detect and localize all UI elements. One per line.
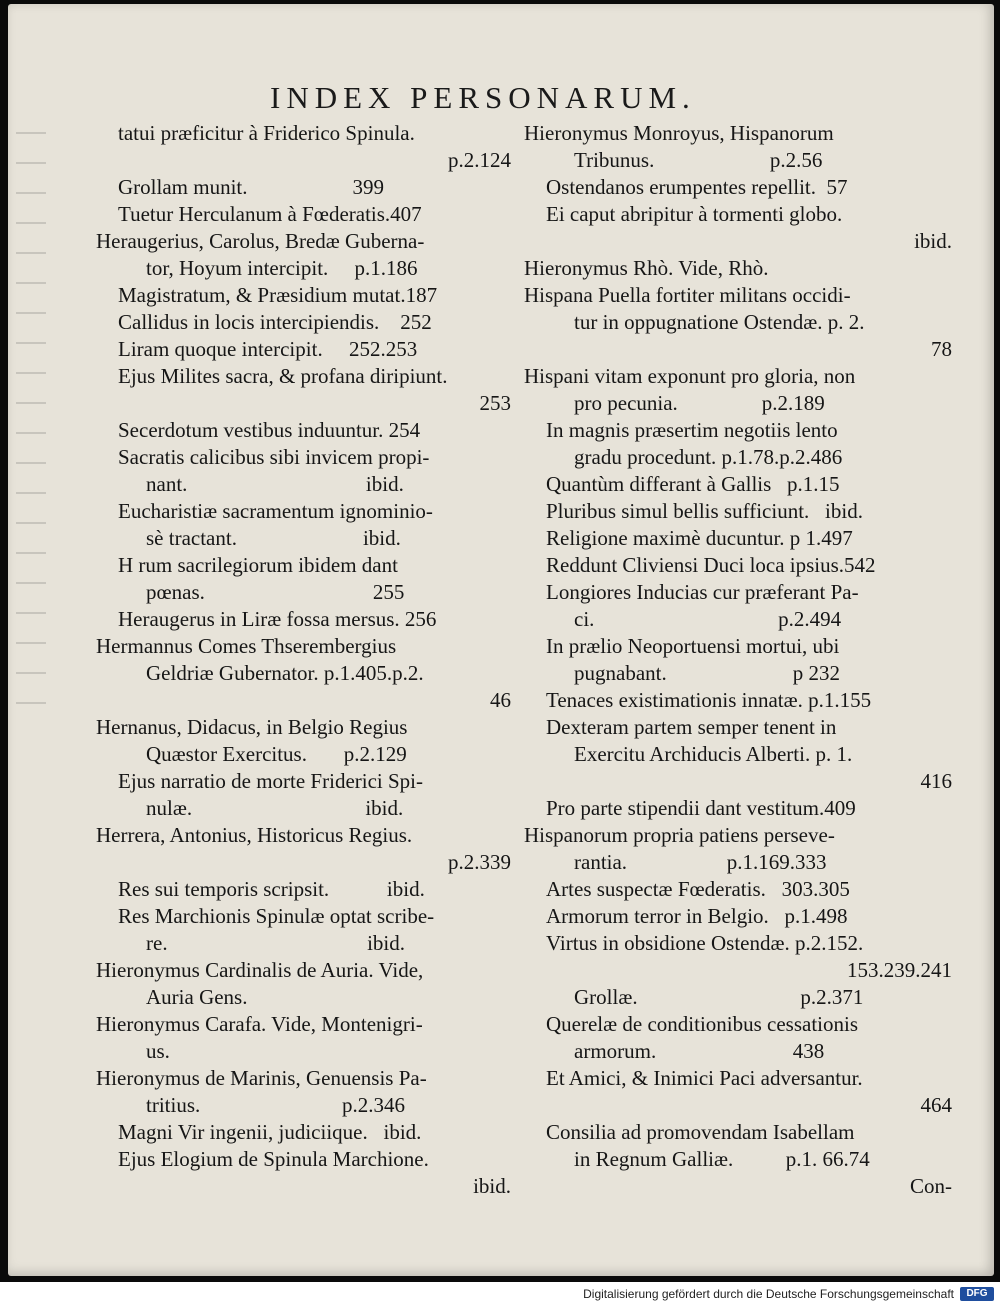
index-entry-line: Hispana Puella fortiter militans occidi-: [524, 283, 851, 307]
index-entry-line: 153.239.241: [847, 958, 952, 982]
index-entry-line: Longiores Inducias cur præferant Pa-: [546, 580, 859, 604]
index-entry-line: Querelæ de conditionibus cessationis: [546, 1012, 859, 1036]
index-entry-line: Exercitu Archiducis Alberti. p. 1.: [574, 742, 853, 766]
index-entry-line: Liram quoque intercipit. 252.253: [118, 337, 418, 361]
index-entry-line: Hermannus Comes Thserembergius: [96, 634, 397, 658]
index-entry-line: Sacratis calicibus sibi invicem propi-: [118, 445, 430, 469]
index-entry-line: Reddunt Cliviensi Duci loca ipsius.542: [546, 553, 876, 577]
index-entry-line: Magistratum, & Præsidium mutat.187: [118, 283, 438, 307]
footer-credit: Digitalisierung gefördert durch die Deutsche Forschungsgemeinschaft: [583, 1287, 954, 1301]
index-entry-line: Con-: [910, 1174, 952, 1198]
index-entry-line: Ostendanos erumpentes repellit. 57: [546, 175, 848, 199]
index-entry-line: Res sui temporis scripsit. ibid.: [118, 877, 425, 901]
index-entry-line: pœnas. 255: [146, 580, 405, 604]
index-entry-line: In prælio Neoportuensi mortui, ubi: [546, 634, 840, 658]
index-entry-line: Hernanus, Didacus, in Belgio Regius: [96, 715, 408, 739]
page-title: INDEX PERSONARUM.: [270, 80, 696, 115]
index-entry-line: pro pecunia. p.2.189: [574, 391, 825, 415]
index-entry-line: Magni Vir ingenii, judiciique. ibid.: [118, 1120, 422, 1144]
index-entry-line: 464: [920, 1093, 952, 1117]
index-entry-line: Religione maximè ducuntur. p 1.497: [546, 526, 853, 550]
index-entry-line: tur in oppugnatione Ostendæ. p. 2.: [574, 310, 865, 334]
index-entry-line: nant. ibid.: [146, 472, 404, 496]
index-entry-line: Hispanorum propria patiens perseve-: [524, 823, 835, 847]
index-entry-line: Ejus narratio de morte Friderici Spi-: [118, 769, 424, 793]
index-entry-line: 46: [490, 688, 511, 712]
index-entry-line: Consilia ad promovendam Isabellam: [546, 1120, 855, 1144]
index-entry-line: Auria Gens.: [146, 985, 248, 1009]
index-entry-line: Res Marchionis Spinulæ optat scribe-: [118, 904, 435, 928]
index-entry-line: Dexteram partem semper tenent in: [546, 715, 837, 739]
index-entry-line: Tenaces existimationis innatæ. p.1.155: [546, 688, 872, 712]
index-entry-line: Ejus Milites sacra, & profana diripiunt.: [118, 364, 448, 388]
index-entry-line: Tribunus. p.2.56: [574, 148, 823, 172]
index-entry-line: Heraugerus in Liræ fossa mersus. 256: [118, 607, 437, 631]
index-entry-line: Heraugerius, Carolus, Bredæ Guberna-: [96, 229, 425, 253]
index-entry-line: ci. p.2.494: [574, 607, 842, 631]
index-entry-line: tritius. p.2.346: [146, 1093, 406, 1117]
index-entry-line: Ei caput abripitur à tormenti globo.: [546, 202, 843, 226]
index-entry-line: in Regnum Galliæ. p.1. 66.74: [574, 1147, 870, 1171]
index-entry-line: Grollam munit. 399: [118, 175, 384, 199]
index-entry-line: Hispani vitam exponunt pro gloria, non: [524, 364, 856, 388]
index-entry-line: Geldriæ Gubernator. p.1.405.p.2.: [146, 661, 424, 685]
page-bleed-through: [16, 104, 46, 704]
index-entry-line: p.2.124: [448, 148, 511, 172]
index-entry-line: H rum sacrilegiorum ibidem dant: [118, 553, 398, 577]
index-entry-line: In magnis præsertim negotiis lento: [546, 418, 838, 442]
index-entry-line: tatui præficitur à Friderico Spinula.: [118, 121, 415, 145]
index-entry-line: Hieronymus de Marinis, Genuensis Pa-: [96, 1066, 427, 1090]
index-entry-line: Eucharistiæ sacramentum ignominio-: [118, 499, 433, 523]
index-entry-line: pugnabant. p 232: [574, 661, 840, 685]
index-entry-line: tor, Hoyum intercipit. p.1.186: [146, 256, 418, 280]
index-entry-line: ibid.: [473, 1174, 511, 1198]
index-entry-line: Grollæ. p.2.371: [574, 985, 864, 1009]
index-entry-line: armorum. 438: [574, 1039, 825, 1063]
index-column-left: [96, 120, 521, 1200]
index-entry-line: Tuetur Herculanum à Fœderatis.407: [118, 202, 422, 226]
index-entry-line: Ejus Elogium de Spinula Marchione.: [118, 1147, 429, 1171]
index-entry-line: Hieronymus Monroyus, Hispanorum: [524, 121, 834, 145]
dfg-logo-icon: DFG: [960, 1287, 994, 1301]
index-entry-line: us.: [146, 1039, 170, 1063]
index-entry-line: Quæstor Exercitus. p.2.129: [146, 742, 407, 766]
index-entry-line: sè tractant. ibid.: [146, 526, 401, 550]
digitization-footer: [0, 1282, 1000, 1307]
index-entry-line: Virtus in obsidione Ostendæ. p.2.152.: [546, 931, 864, 955]
index-entry-line: Quantùm differant à Gallis p.1.15: [546, 472, 840, 496]
index-entry-line: nulæ. ibid.: [146, 796, 404, 820]
index-entry-line: 253: [479, 391, 511, 415]
index-entry-line: Hieronymus Cardinalis de Auria. Vide,: [96, 958, 424, 982]
index-entry-line: re. ibid.: [146, 931, 405, 955]
index-entry-line: Secerdotum vestibus induuntur. 254: [118, 418, 421, 442]
index-entry-line: Et Amici, & Inimici Paci adversantur.: [546, 1066, 863, 1090]
index-entry-line: Artes suspectæ Fœderatis. 303.305: [546, 877, 850, 901]
index-entry-line: Hieronymus Rhò. Vide, Rhò.: [524, 256, 769, 280]
index-entry-line: Pluribus simul bellis sufficiunt. ibid.: [546, 499, 863, 523]
index-column-right: [524, 120, 962, 1200]
index-entry-line: Callidus in locis intercipiendis. 252: [118, 310, 432, 334]
index-entry-line: gradu procedunt. p.1.78.p.2.486: [574, 445, 843, 469]
index-entry-line: Armorum terror in Belgio. p.1.498: [546, 904, 848, 928]
index-entry-line: Herrera, Antonius, Historicus Regius.: [96, 823, 413, 847]
index-entry-line: Hieronymus Carafa. Vide, Montenigri-: [96, 1012, 423, 1036]
index-entry-line: 416: [920, 769, 952, 793]
index-entry-line: rantia. p.1.169.333: [574, 850, 827, 874]
index-entry-line: ibid.: [914, 229, 952, 253]
index-entry-line: 78: [931, 337, 952, 361]
index-entry-line: p.2.339: [448, 850, 511, 874]
index-entry-line: Pro parte stipendii dant vestitum.409: [546, 796, 856, 820]
